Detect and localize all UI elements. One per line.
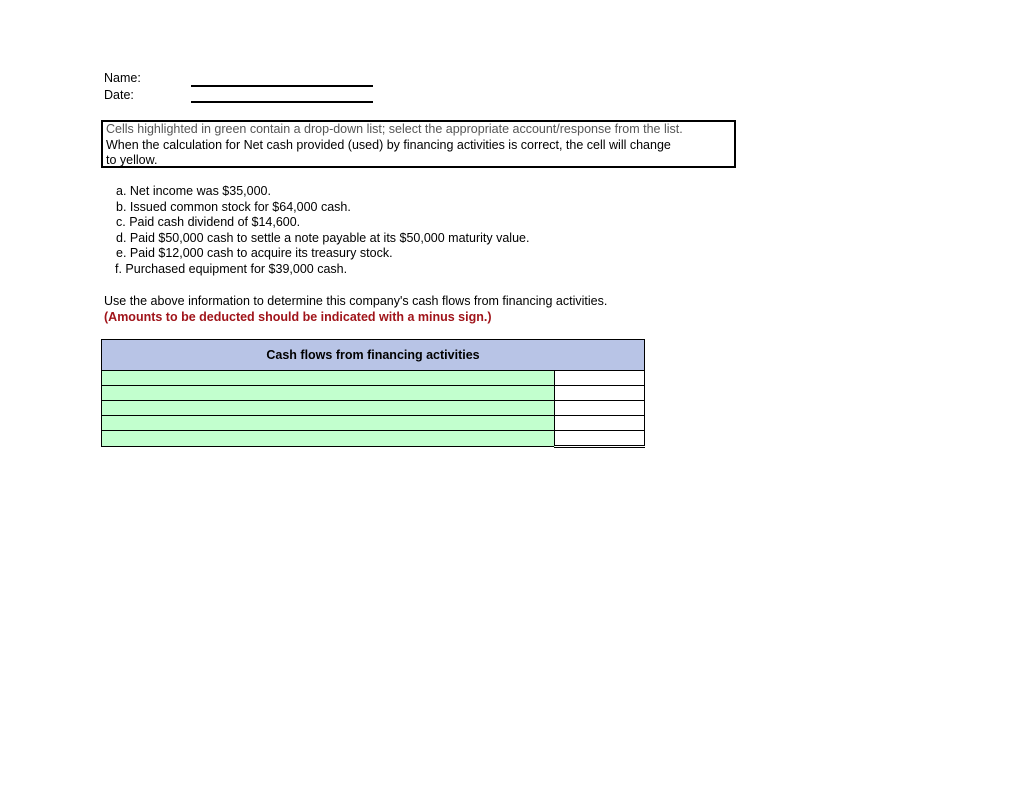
amount-input-cell[interactable] [555, 416, 645, 431]
account-dropdown-cell[interactable] [102, 371, 555, 386]
transaction-list [116, 184, 529, 278]
financing-activities-table [101, 339, 645, 448]
instructions-line-2: When the calculation for Net cash provided (used) by financing activities is correct, the cell will change [106, 137, 671, 152]
transaction-item: a. Net income was $35,000. [116, 184, 271, 198]
amount-input-cell[interactable] [555, 371, 645, 386]
table-row [102, 401, 645, 416]
table-row [102, 371, 645, 386]
name-input-line[interactable] [191, 85, 373, 87]
instructions-box [101, 120, 736, 168]
transaction-item: c. Paid cash dividend of $14,600. [116, 215, 301, 230]
table-row [102, 431, 645, 447]
instructions-line-1: Cells highlighted in green contain a drop-down list; select the appropriate account/response from the list. [106, 122, 683, 136]
account-dropdown-cell[interactable] [102, 416, 555, 431]
instructions-line-3: to yellow. [106, 153, 158, 167]
date-label: Date: [104, 88, 134, 102]
account-dropdown-cell[interactable] [102, 386, 555, 401]
transaction-item: b. Issued common stock for $64,000 cash. [116, 199, 351, 214]
table-header: Cash flows from financing activities [102, 340, 645, 371]
table-row [102, 416, 645, 431]
net-cash-total-cell[interactable] [555, 431, 645, 447]
date-input-line[interactable] [191, 101, 373, 103]
amount-input-cell[interactable] [555, 401, 645, 416]
table-row [102, 386, 645, 401]
minus-sign-note: (Amounts to be deducted should be indicated with a minus sign.) [104, 310, 492, 324]
prompt-text: Use the above information to determine this company's cash flows from financing activities. [104, 294, 608, 308]
account-dropdown-cell[interactable] [102, 401, 555, 416]
transaction-item: f. Purchased equipment for $39,000 cash. [115, 261, 348, 276]
name-label: Name: [104, 71, 141, 85]
transaction-item: e. Paid $12,000 cash to acquire its treasury stock. [116, 246, 393, 261]
amount-input-cell[interactable] [555, 386, 645, 401]
prompt-block [104, 293, 607, 325]
transaction-item: d. Paid $50,000 cash to settle a note payable at its $50,000 maturity value. [116, 230, 530, 245]
net-cash-dropdown-cell[interactable] [102, 431, 555, 447]
